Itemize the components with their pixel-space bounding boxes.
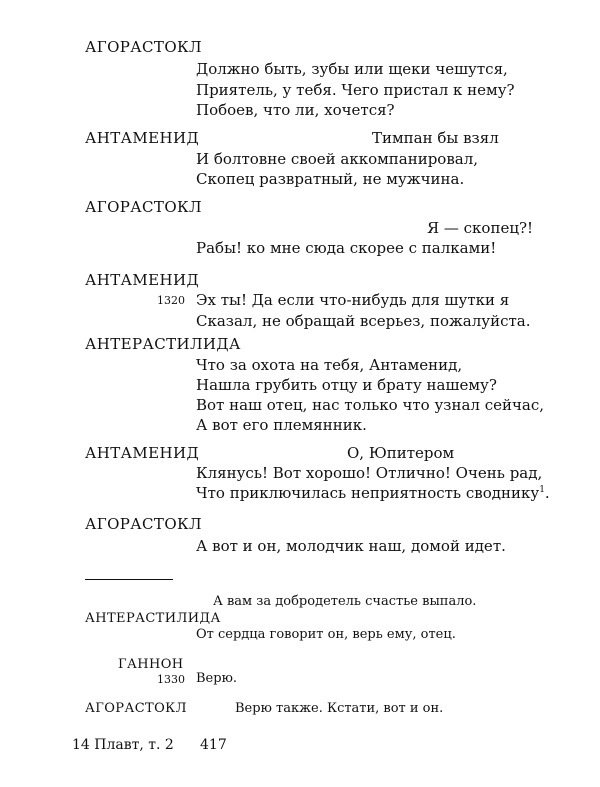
verse-line: Тимпан бы взял bbox=[372, 129, 499, 147]
verse-line: Что за охота на тебя, Антаменид, bbox=[196, 356, 463, 374]
signature-mark: 14 Плавт, т. 2 bbox=[72, 737, 174, 753]
speaker-name: АГОРАСТОКЛ bbox=[85, 198, 202, 216]
verse-line: Побоев, что ли, хочется? bbox=[196, 101, 395, 119]
speaker-name: АНТАМЕНИД bbox=[85, 129, 200, 147]
footnote-line: А вам за добродетель счастье выпало. bbox=[213, 594, 477, 609]
speaker-name: АНТАМЕНИД bbox=[85, 444, 200, 462]
footnote-line: Верю также. Кстати, вот и он. bbox=[235, 701, 444, 716]
verse-line: Скопец развратный, не мужчина. bbox=[196, 170, 465, 188]
line-number: 1320 bbox=[157, 294, 185, 307]
footnote-line: Верю. bbox=[196, 671, 238, 686]
verse-line: Эх ты! Да если что-нибудь для шутки я bbox=[196, 291, 510, 309]
verse-line: Приятель, у тебя. Чего пристал к нему? bbox=[196, 81, 515, 99]
speaker-name: АГОРАСТОКЛ bbox=[85, 515, 202, 533]
verse-line: Сказал, не обращай всерьез, пожалуйста. bbox=[196, 312, 531, 330]
speaker-name: ГАННОН bbox=[118, 657, 184, 672]
speaker-name: АНТЕРАСТИЛИДА bbox=[85, 335, 241, 353]
page-number: 417 bbox=[200, 737, 227, 753]
line-number: 1330 bbox=[157, 673, 185, 686]
verse-line: Что приключилась неприятность своднику$^1$. bbox=[196, 484, 550, 502]
footnote-mark: 1 bbox=[539, 485, 545, 495]
verse-line: Вот наш отец, нас только что узнал сейчас, bbox=[196, 396, 545, 414]
verse-line: Должно быть, зубы или щеки чешутся, bbox=[196, 60, 508, 78]
speaker-name: АНТАМЕНИД bbox=[85, 271, 200, 289]
verse-line: Я — скопец?! bbox=[427, 219, 534, 237]
verse-line: А вот и он, молодчик наш, домой идет. bbox=[196, 537, 506, 555]
footnote-rule bbox=[85, 579, 173, 580]
verse-line: О, Юпитером bbox=[347, 444, 455, 462]
verse-line: Нашла грубить отцу и брату нашему? bbox=[196, 376, 497, 394]
speaker-name: АНТЕРАСТИЛИДА bbox=[85, 611, 221, 626]
verse-line: Клянусь! Вот хорошо! Отлично! Очень рад, bbox=[196, 464, 543, 482]
speaker-name: АГОРАСТОКЛ bbox=[85, 38, 202, 56]
verse-line: Рабы! ко мне сюда скорее с палками! bbox=[196, 239, 497, 257]
speaker-name: АГОРАСТОКЛ bbox=[85, 701, 187, 716]
verse-line: И болтовне своей аккомпанировал, bbox=[196, 150, 479, 168]
footnote-line: От сердца говорит он, верь ему, отец. bbox=[196, 627, 456, 642]
verse-line: А вот его племянник. bbox=[196, 416, 367, 434]
